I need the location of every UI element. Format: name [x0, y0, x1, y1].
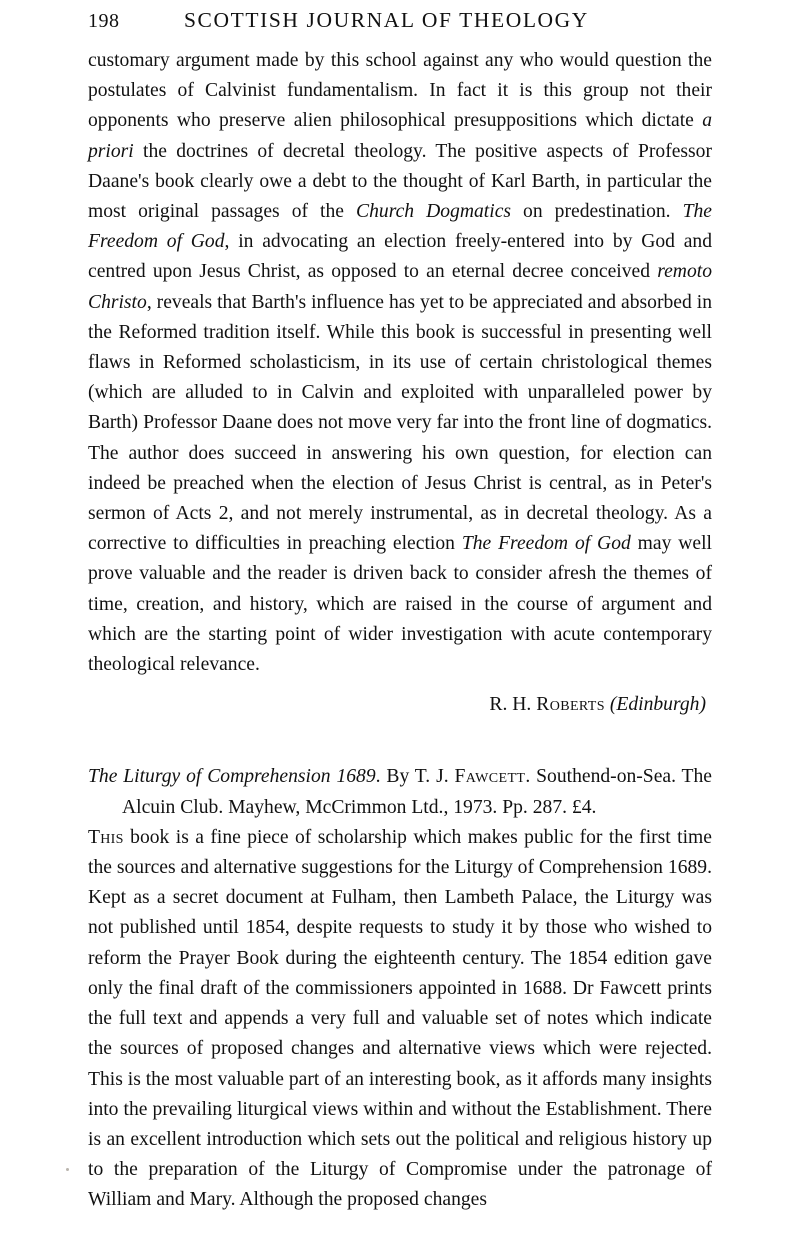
review-two-imprint: . Southend-on-Sea. The Alcuin Club. Mayhew, McCrimmon Ltd., 1973. Pp. 287. £4. [122, 766, 712, 818]
journal-title: SCOTTISH JOURNAL OF THEOLOGY [184, 8, 589, 32]
signature-surname: Roberts [536, 694, 605, 716]
text-column [88, 46, 712, 1216]
para-text-e: , reveals that Barth's influence has yet to be appreciated and absorbed in the Reformed tradition itself. While this book is successful in presenting well flaws in Reformed scholasticism, in its use of certain christological themes (which are alluded to in Calvin and exploited with unparalleled power by Barth) Professor Daane does not move very far into the front line of dogmatics. The author does succeed in answering his own question, for election can indeed be preached when the election of Jesus Christ is central, as in Peter's sermon of Acts 2, and not merely instrumental, as in decretal theology. As a corrective to difficulties in preaching election [88, 291, 712, 555]
running-head [88, 8, 730, 38]
para-italic-a-priori: a priori [88, 110, 712, 162]
page-folio: 198 [88, 10, 120, 32]
para-italic-church-dogmatics: Church Dogmatics [356, 201, 512, 223]
para-text-c: on predestination. [511, 201, 683, 223]
para-text-b: the doctrines of decretal theology. The positive aspects of Professor Daane's book clearly owe a debt to the thought of Karl Barth, in particular the most original passages of the [88, 140, 712, 223]
review-two-paragraph [88, 823, 712, 1216]
review-two-author: Fawcett [454, 766, 526, 788]
para-text-f: may well prove valuable and the reader is driven back to consider afresh the themes of time, creation, and history, which are raised in the course of argument and which are the starting point of wider investigation with acute contemporary theological relevance. [88, 533, 713, 676]
signature-affiliation: (Edinburgh) [604, 694, 706, 716]
para-italic-remoto-christo: remoto Christo [88, 261, 712, 313]
review-two-by: . By T. J. [375, 766, 455, 788]
para-text-a: customary argument made by this school against any who would question the postulates of Calvinist fundamentalism. In fact it is this group not their opponents who preserve alien philosophical presuppositions which dictate [88, 50, 712, 132]
review-one-paragraph [88, 46, 712, 680]
review-two-body-text: book is a fine piece of scholarship which makes public for the first time the sources and alternative suggestions for the Liturgy of Comprehension 1689. Kept as a secret document at Fulham, then Lambeth Palace, the Liturgy was not published until 1854, despite requests to study it by those who wished to reform the Prayer Book during the eighteenth century. The 1854 edition gave only the final draft of the commissioners appointed in 1688. Dr Fawcett prints the full text and appends a very full and valuable set of notes which indicate the sources of proposed changes and alternative views which were rejected. This is the most valuable part of an interesting book, as it affords many insights into the prevailing liturgical views within and without the Establishment. There is an excellent introduction which sets out the political and religious history up to the preparation of the Liturgy of Compromise under the patronage of William and Mary. Although the proposed changes [88, 826, 712, 1211]
para-text-d: , in advocating an election freely-entered into by God and centred upon Jesus Christ, as opposed to an eternal decree conceived [88, 231, 712, 283]
review-two-title: The Liturgy of Comprehension 1689 [88, 766, 376, 788]
para-italic-freedom-of-god-2: The Freedom of God [461, 533, 631, 555]
page-speck [66, 1168, 69, 1171]
review-two-heading [88, 762, 712, 822]
para-italic-freedom-of-god-1: The Freedom of God [88, 201, 712, 253]
review-two-opening-word: This [88, 826, 124, 848]
signature-initials: R. H. [489, 694, 537, 716]
review-one-signature [88, 690, 712, 720]
